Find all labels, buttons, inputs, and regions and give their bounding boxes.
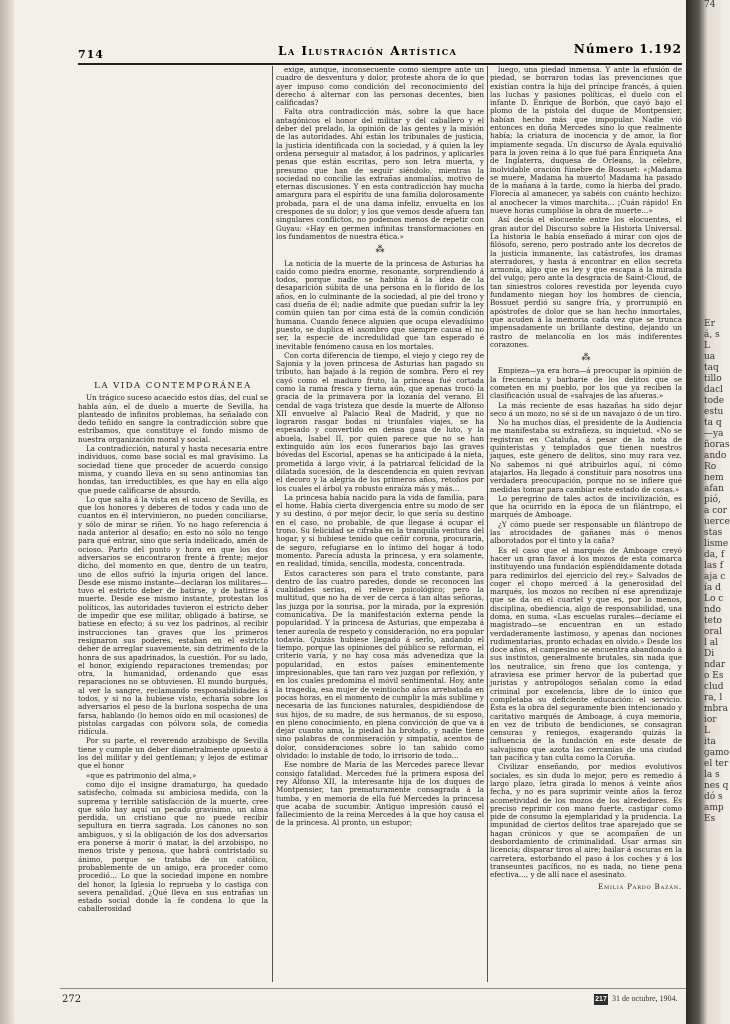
next-page-fragment [704,121,722,132]
next-page-fragment: lisme [704,539,729,549]
next-page-fragment [704,176,722,187]
next-page-fragment [704,154,722,165]
next-page-fragment: ita [704,737,716,747]
verse-quote: «que es patrimonio del alma,» [86,770,197,780]
paragraph: La princesa había nacido para la vida de familia, para el home. Había cierta divergencia entre su modo de ser y su destino, ó por mejor decir, lo que sería su destino en el caso, no probable, de que llegase á ocupar el trono. Su felicidad se cifraba en la tranquila ventura del hogar, y si hubiese tenido que ceñir corona, procuraría, de seguro, refugiarse en lo íntimo del hogar á todo momento. Parecía adusta la princesa, y era solamente, en realidad, tímida, sencilla, modesta, concentrada. [276,492,484,569]
scan-gutter-shadow [0,0,14,1024]
footer-folio: 272 [62,994,82,1005]
next-page-fragment: nes q [704,781,729,791]
next-page-fragment: o Es [704,671,724,681]
section-break-asterism: ⁂ [375,245,385,256]
next-page-fragment: Lo c [704,594,724,604]
next-page-fragment: estu [704,407,724,417]
next-page-fragment: Er [704,319,715,329]
next-page-fragment [704,66,722,77]
next-page-fragment [704,220,722,231]
next-page-fragment: 74 [704,0,716,10]
column-divider [272,66,273,982]
next-page-fragment [704,143,722,154]
next-page-edge [704,0,730,1024]
paragraph: Es el caso que el marqués de Amboage creyó hacer un gran favor á los mozos de esta comarca instituyendo una fundación espléndidamente dotada para redimirlos del ejercicio del rey.» Salvados de coger el chopo merced á la generosidad del marqués, los mozos no reciben ni ese aprendizaje que se da en el cuartel y que es, por lo menos, disciplina, obediencia, algo de responsabilidad, una doma, en suma. «Las escuelas rurales—decíame el magistrado—se encuentran en un estado verdaderamente lastimoso, y apenas dan nociones rudimentarias, pronto echadas en olvido.» Desde los doce años, el campesino se encuentra abandonado á sus instintos, generalmente brutales, sin nada que los neutralice, sin freno que los contenga, y atraviesa ese primer hervor de la pubertad que juristas y antropólogos señalan como la edad criminal por excelencia, libre de lo único que completaba su deficiente educación: el servicio. Ésta es la obra del seguramente bien intencionado y caritativo marqués de Amboage, á cuya memoria, en vez de tributo de bendiciones, se consagran censuras y reniegos, exagerando quizás la influencia de la fundación en este desate de salvajismo que azota las cercanías de una ciudad tan pacífica y tan culta como la Coruña. [490,545,682,763]
next-page-fragment [704,110,722,121]
next-page-fragment: Es [704,814,716,824]
next-page-fragment [704,275,722,286]
next-page-fragment: la s [704,770,720,780]
section-title: LA VIDA CONTEMPORÁNEA [94,381,252,391]
footer-date: 31 de octubre, 1904. [612,994,678,1003]
next-page-fragment: stas [704,528,723,538]
paragraph: La más reciente de esas hazañas ha sido dejar seco á un mozo, no sé si de un navajazo ó de un tiro. [490,400,682,418]
next-page-fragment: ando [704,451,727,461]
next-page-fragment: —ya [704,429,724,439]
text-column-2 [276,66,484,982]
paragraph: ¿Y cómo puede ser responsable un filántropo de las atrocidades de gañanes más ó menos alborotados por el tinto y la caña? [490,519,682,546]
next-page-fragment: ndar [704,660,726,670]
next-page-fragment [704,286,722,297]
next-page-fragment [704,22,722,33]
paragraph: luego, una piedad inmensa. Y ante la efusión de piedad, se borraron todas las prevenciones que existían contra la hija del príncipe francés, á quien las luchas y pasiones políticas, el duelo con el infante D. Enrique de Borbón, que cayó bajo el plomo de la pistola del duque de Montpensier, habían hecho más que impopular. Nadie vió entonces en doña Mercedes sino lo que realmente había; la criatura de inocencia y de amor, la flor impiamente segada. Un discurso de Ayala equivalió para la joven reina á lo que fué para Enriqueta Ana de Inglaterra, duquesa de Orleans, la célebre, inolvidable oración fúnebre de Bossuet: «¡Madama se muere, Madama ha muerto! Madama ha pasado de la mañana á la tarde, como la hierba del prado. Florecía al amanecer, ya sabéis con cuánto hechizo: al anochecer la vimos marchita… ¡Cuán rápido! En nueve horas cumplióse la obra de muerte…» [490,65,682,216]
next-page-fragment: amp [704,803,724,813]
next-page-fragment: L [704,341,710,351]
paragraph: Estos caracteres son para el trato constante, para dentro de las cuatro paredes, donde se reconocen las cualidades serias, el relieve psicológico; pero la multitud, que no ha de ver de cerca á tan altas señoras, las juzga por la sonrisa, por la mirada, por la expresión comunicativa. De la manifestación externa pende la popularidad. Y la princesa de Asturias, que empezaba á tener aureola de respeto y consideración, no era popular todavía. Quizás hubiese llegado á serlo, andando el tiempo, porque las opiniones del público se reforman, el criterio varía, y no hay cosa más advenediza que la popularidad, en estos países eminentemente impresionables, que tan raro vez juzgan por reflexión, y en los cuales predomina el móvil sentimental. Hoy, ante la tragedia, esa mujer de veintiocho años arrebatada en pocas horas, en el momento de cumplir la más sublime y necesaria de las funciones naturales, despidiéndose de sus hijos, de su madre, de sus hermanos, de su esposo, en pleno conocimiento, en plena convicción de que va á dejar cuanto ama, la piedad ha brotado, y nadie tiene sino palabras de conmiseración y simpatía, acentos de dolor, consideraciones sobre lo tan sabido como olvidado: lo instable de todo, lo irrisorio de todo… [276,568,484,761]
paragraph: Civilizar enseñando, por medios evolutivos sociales, es sin duda lo mejor, pero es remedio á largo plazo, letra girada lo menos á veinte años fecha, y no es para suprimir veinte años la feroz acometividad de los mozos de los alrededores. Es preciso reprimir con mano fuerte, castigar como pide de consumo la ejemplaridad y la prudencia. La impunidad de ciertos delitos trae aparejado que se hagan crónicos y que se acompañen de un desbordamiento de criminalidad. Usar armas sin licencia; disparar tiros al aire; bailar á oscuras en la carretera, estorbando el paso á los coches y á los transeuntes pacíficos, no es nada, no tiene pena efectiva…, y de allí nace el asesinato. [490,762,682,880]
paragraph: Empieza—ya era hora—á preocupar la opinión de la frecuencia y barbarie de los delitos que se cometen en mi pueblo, por los que ya reciben la clasificación usual de «salvajes de las afueras.» [490,366,682,401]
next-page-fragment [704,308,722,319]
next-page-fragment: afan [704,484,724,494]
next-page-fragment: uerce [704,517,730,527]
section-break-asterism: ⁂ [581,353,591,364]
next-page-fragment: clud [704,682,724,692]
text-column-3 [490,66,682,982]
paragraph: No ha muchos días, el presidente de la Audiencia me manifestaba su extrañeza, su inquietud. «No se registran en Cataluña, á pesar de la nota de quinteristas y templados que tienen nuestros jaques, este género de delitos, sino muy rara vez. No sabemos ni qué atribuirlos aquí, ni cómo atajarlos. Ha llegado á constituir para nosotros una verdadera preocupación, porque no se infiere qué medidas tomar para cambiar este estado de cosas.» [490,418,682,494]
paragraph: La contradicción, natural y hasta necesaria entre individuos, como base social es mal gravísimo. La sociedad tiene que proceder de acuerdo consigo misma, y cuando lleva en su seno antinomias tan hondas, tan irreductibles, es que hay en ella algo que puede calificarse de absurdo. [78,444,268,495]
next-page-fragment: ía d [704,583,721,593]
next-page-fragment [704,187,722,198]
next-page-fragment [704,77,722,88]
next-page-fragment: ua [704,352,716,362]
paragraph: Ese nombre de María de las Mercedes parece llevar consigo fatalidad. Mercedes fué la primera esposa del rey Alfonso XII, la interesante hija de los duques de Montpensier, tan prematuramente consagrada á la tumba, y en memoria de ella fué Mercedes la princesa que acaba de sucumbir. Antiguo impresión causó el fallecimiento de la reina Mercedes á la que hoy causa el de la princesa. Al pronto, un estupor; [276,760,484,828]
next-page-fragment: aja c [704,572,726,582]
footer-rule [60,988,690,989]
paragraph: Por su parte, el reverendo arzobispo de Sevilla tiene y cumple un deber diametralmente opuesto á los del militar y del gentleman; y lejos de estimar que el honor [78,736,268,771]
paragraph: Lo peregrino de tales actos de incivilización, es que ha ocurrido en la época de un filántropo, el marqués de Amboage. [490,493,682,520]
next-page-fragment: nem [704,473,724,483]
next-page-fragment [704,297,722,308]
next-page-fragment: da, f [704,550,725,560]
next-page-fragment: ior [704,715,717,725]
next-page-fragment: oral [704,627,722,637]
next-page-fragment [704,33,722,44]
next-page-fragment: tode [704,396,725,406]
next-page-fragment [704,242,722,253]
archive-stamp: 217 [595,996,607,1003]
paragraph: Así decía el elocuente entre los elocuentes, el gran autor del Discurso sobre la Historia Universal. La historia le había enseñado á mirar con ojos de filósofo, sereno, pero postrado ante los decretos de la justicia inmanente, las catástrofes, los dramas aterradores, y hasta á encontrar en ellos secreta armonía, algo que es ley y que escapa á la mirada del vulgo; pero ante la desgracia de Saint-Cloud, de tan siniestros colores revestida por leyenda cuyo fundamento niegan hoy los hombres de ciencia, Bossuet perdió su sangre fría, y prorrumpió en apóstrofes de dolor que se han hecho inmortales, que acuden á la memoria cada vez que se trunca impensadamente un brillante destino, dejando un rastro de melancolía en los más indiferentes corazones. [490,215,682,349]
next-page-fragment [704,44,722,55]
next-page-fragment: tillo [704,374,722,384]
next-page-fragment [704,253,722,264]
next-page-fragment: mbra [704,704,728,714]
next-page-fragment [704,198,722,209]
next-page-fragment: ñoras [704,440,730,450]
next-page-fragment [704,88,722,99]
next-page-fragment: a cor [704,506,727,516]
next-page-fragment: ta q [704,418,722,428]
paragraph: como dijo el insigne dramaturgo, ha quedado satisfecho, colmada su ambiciosa medida, con la suprema y terrible satisfacción de la muerte, cree que sólo hay aquí un pecado gravísimo, un alma perdida, un cristiano que no puede recibir sepultura en tierra sagrada. Los cánones no son ambiguos, y si la obligación de los dos adversarios era ponerse á morir ó matar, la del arzobispo, no menos triste y penosa, que habrá contristado su ánimo, porque se trataba de un católico, probablemente de un amigo, era proceder como procedió… Lo que la sociedad impone en nombre del honor, la Iglesia lo reprueba y lo castiga con severa penalidad. ¿Qué lleva en sus entrañas un estado social donde la fe condena lo que la caballerosidad [78,779,268,914]
next-page-fragment: Ro [704,462,717,472]
author-signature: Emilia Pardo Bazán. [598,881,682,891]
next-page-fragment: dacl [704,385,724,395]
header-issue-number: Número 1.192 [573,42,682,56]
next-page-fragment: ndo [704,605,721,615]
next-page-fragment [704,55,722,66]
next-page-fragment: dó s [704,792,723,802]
next-page-fragment: L [704,726,710,736]
blank-top-space [78,66,268,376]
next-page-fragment [704,132,722,143]
next-page-fragment [704,209,722,220]
next-page-fragment [704,99,722,110]
next-page-fragment: pió, [704,495,721,505]
next-page-fragment: l al [704,638,718,648]
column-divider [487,66,488,982]
next-page-fragment: teto [704,616,722,626]
paragraph: La noticia de la muerte de la princesa de Asturias ha caído como piedra enorme, resonante, sorprendiendo á todos, porque nadie se habitúa á la idea de la desaparición súbita de una persona en lo florido de los años, en lo culminante de la sociedad, al pie del trono y casi dueña de él; nadie admite que puedan sufrir la ley común quien tan por cima está de la común condición humana. Cuando fenece alguien que ocupa elevadísimo puesto, se duplica el asombro que siempre causa el no ser, la especie de incredulidad que tan esperado é inevitable fenómeno causa en los mortales. [276,258,484,351]
header-page-number: 714 [78,48,104,61]
paragraph: Con corta diferencia de tiempo, el viejo y ciego rey de Sajonia y la joven princesa de Asturias han pagado su tributo, han bajado á la región de sombra. Pero el rey cayó como el maduro fruto, la princesa fué cortada como la rama fresca y tierna aún, que apenas trocó la gracia de la primavera por la lozanía del verano. El cendal de vaga tristeza que desde la muerte de Alfonso XII envuelve al Palacio Real de Madrid, y que no lograron rasgar bodas ni triunfales viajes, se ha espesado y convertido en densa gasa de luto, y la abuela, Isabel II, por quien parece que no se han extinguido aún los ecos funerarios bajo las graves bóvedas del Escorial, apenas se ha anticipado á la nieta, prometida á largo vivir, á la patriarcal felicidad de la dilatada sucesión, de la descendencia en quien revivan el decoro y la alegría de los primeros años, retoños por los cuales el árbol ya robusto enraíza más y más… [276,350,484,493]
paragraph: Lo que salta á la vista en el suceso de Sevilla, es que los honores y deberes de todos y cada uno de cuantos en él intervinieron, no pueden conciliarse, y sólo de mirar se riñen. Yo no hago referencia á nada anterior al desafío; en esto no sólo no tengo para qué entrar, sino que sería indelicado, amén de ocioso. Parto del punto y hora en que los dos adversarios se encontraron frente á frente; mejor dicho, del momento en que, dentro de un teatro, uno de ellos sufrió la injuria origen del lance. Desde ese mismo instante—declaran los militares—tuvo el estricto deber de batirse, y de batirse á muerte. Desde ese mismo instante, protestan los políticos, las autoridades tuvieron el estricto deber de impedir que ese militar, obligado á batirse, se batiese en efecto; á su vez los padrinos, al recibir instrucciones tan graves que los primeros resignaron sus poderes, estaban en el estricto deber de arreglar suavemente, sin detrimento de la honra de sus apadrinados, la cuestión. Por su lado, el honor, exigiendo reparaciones tremendas; por otra, la humanidad, ordenando que esas reparaciones no se obtuviesen. El mundo burgués, al ver la sangre, reclamando responsabilidades á todos, y si no la hubiese visto, echaría sobre los adversarios el peso de la burlona sospecha de una farsa, hablando (lo hemos oído en mil ocasiones) de pistolas cargadas con pólvora sola, de comedia ridícula. [78,494,268,737]
next-page-fragment: taq [704,363,719,373]
paragraph: Un trágico suceso acaecido estos días, del cual se habla aún, el de duelo a muerte de Sevilla, ha planteado de infinitos problemas, ha señalado con dedo teñido en sangre la contradicción sobre que estribamos, que constituye el fondo mismo de nuestra organización moral y social. [78,393,268,444]
next-page-fragment: las f [704,561,724,571]
next-page-fragment: Di [704,649,715,659]
next-page-fragment [704,231,722,242]
page-header [78,40,682,60]
next-page-fragment: gamo [704,748,730,758]
text-column-1 [78,66,268,982]
next-page-fragment [704,264,722,275]
next-page-fragment: á, s [704,330,720,340]
next-page-fragment: ra, l [704,693,723,703]
next-page-fragment: el ter [704,759,729,769]
next-page-fragment [704,165,722,176]
header-magazine-title: La Ilustración Artística [278,44,458,58]
paragraph: Falta otra contradicción más, sobre la que hace antagónicos el honor del militar y del caballero y el deber del prelado, la opinión de las gentes y la misión de las autoridades. Ahí están los tribunales de justicia, la justicia identificada con la sociedad, y á quien la ley ordena perseguir al matador, á los padrinos, y aplicarles penas que están escritas, pero son letra muerta, y presumo que han de seguir siéndolo, mientras la sociedad no concilie las extrañas anomalías, motivo de eternas discusiones. Y en esta contradicción hay mucha amargura para el espíritu de una familia dolorosamente probada, para el de una dama infeliz, envuelta en los crespones de su dolor; y los que vemos desde afuera tan singulares conflictos, no podemos menos de repetir con Guyau: «Hay en germen infinitas transformaciones en los fundamentos de nuestra ética.» [276,107,484,241]
next-page-fragment [704,11,722,22]
paragraph: exige, aunque, inconsecuente como siempre ante un cuadro de desventura y dolor, proteste ahora de lo que ayer impuso como condición del reconocimiento del derecho á alternar con las personas decentes, bien calificadas? [276,65,484,108]
